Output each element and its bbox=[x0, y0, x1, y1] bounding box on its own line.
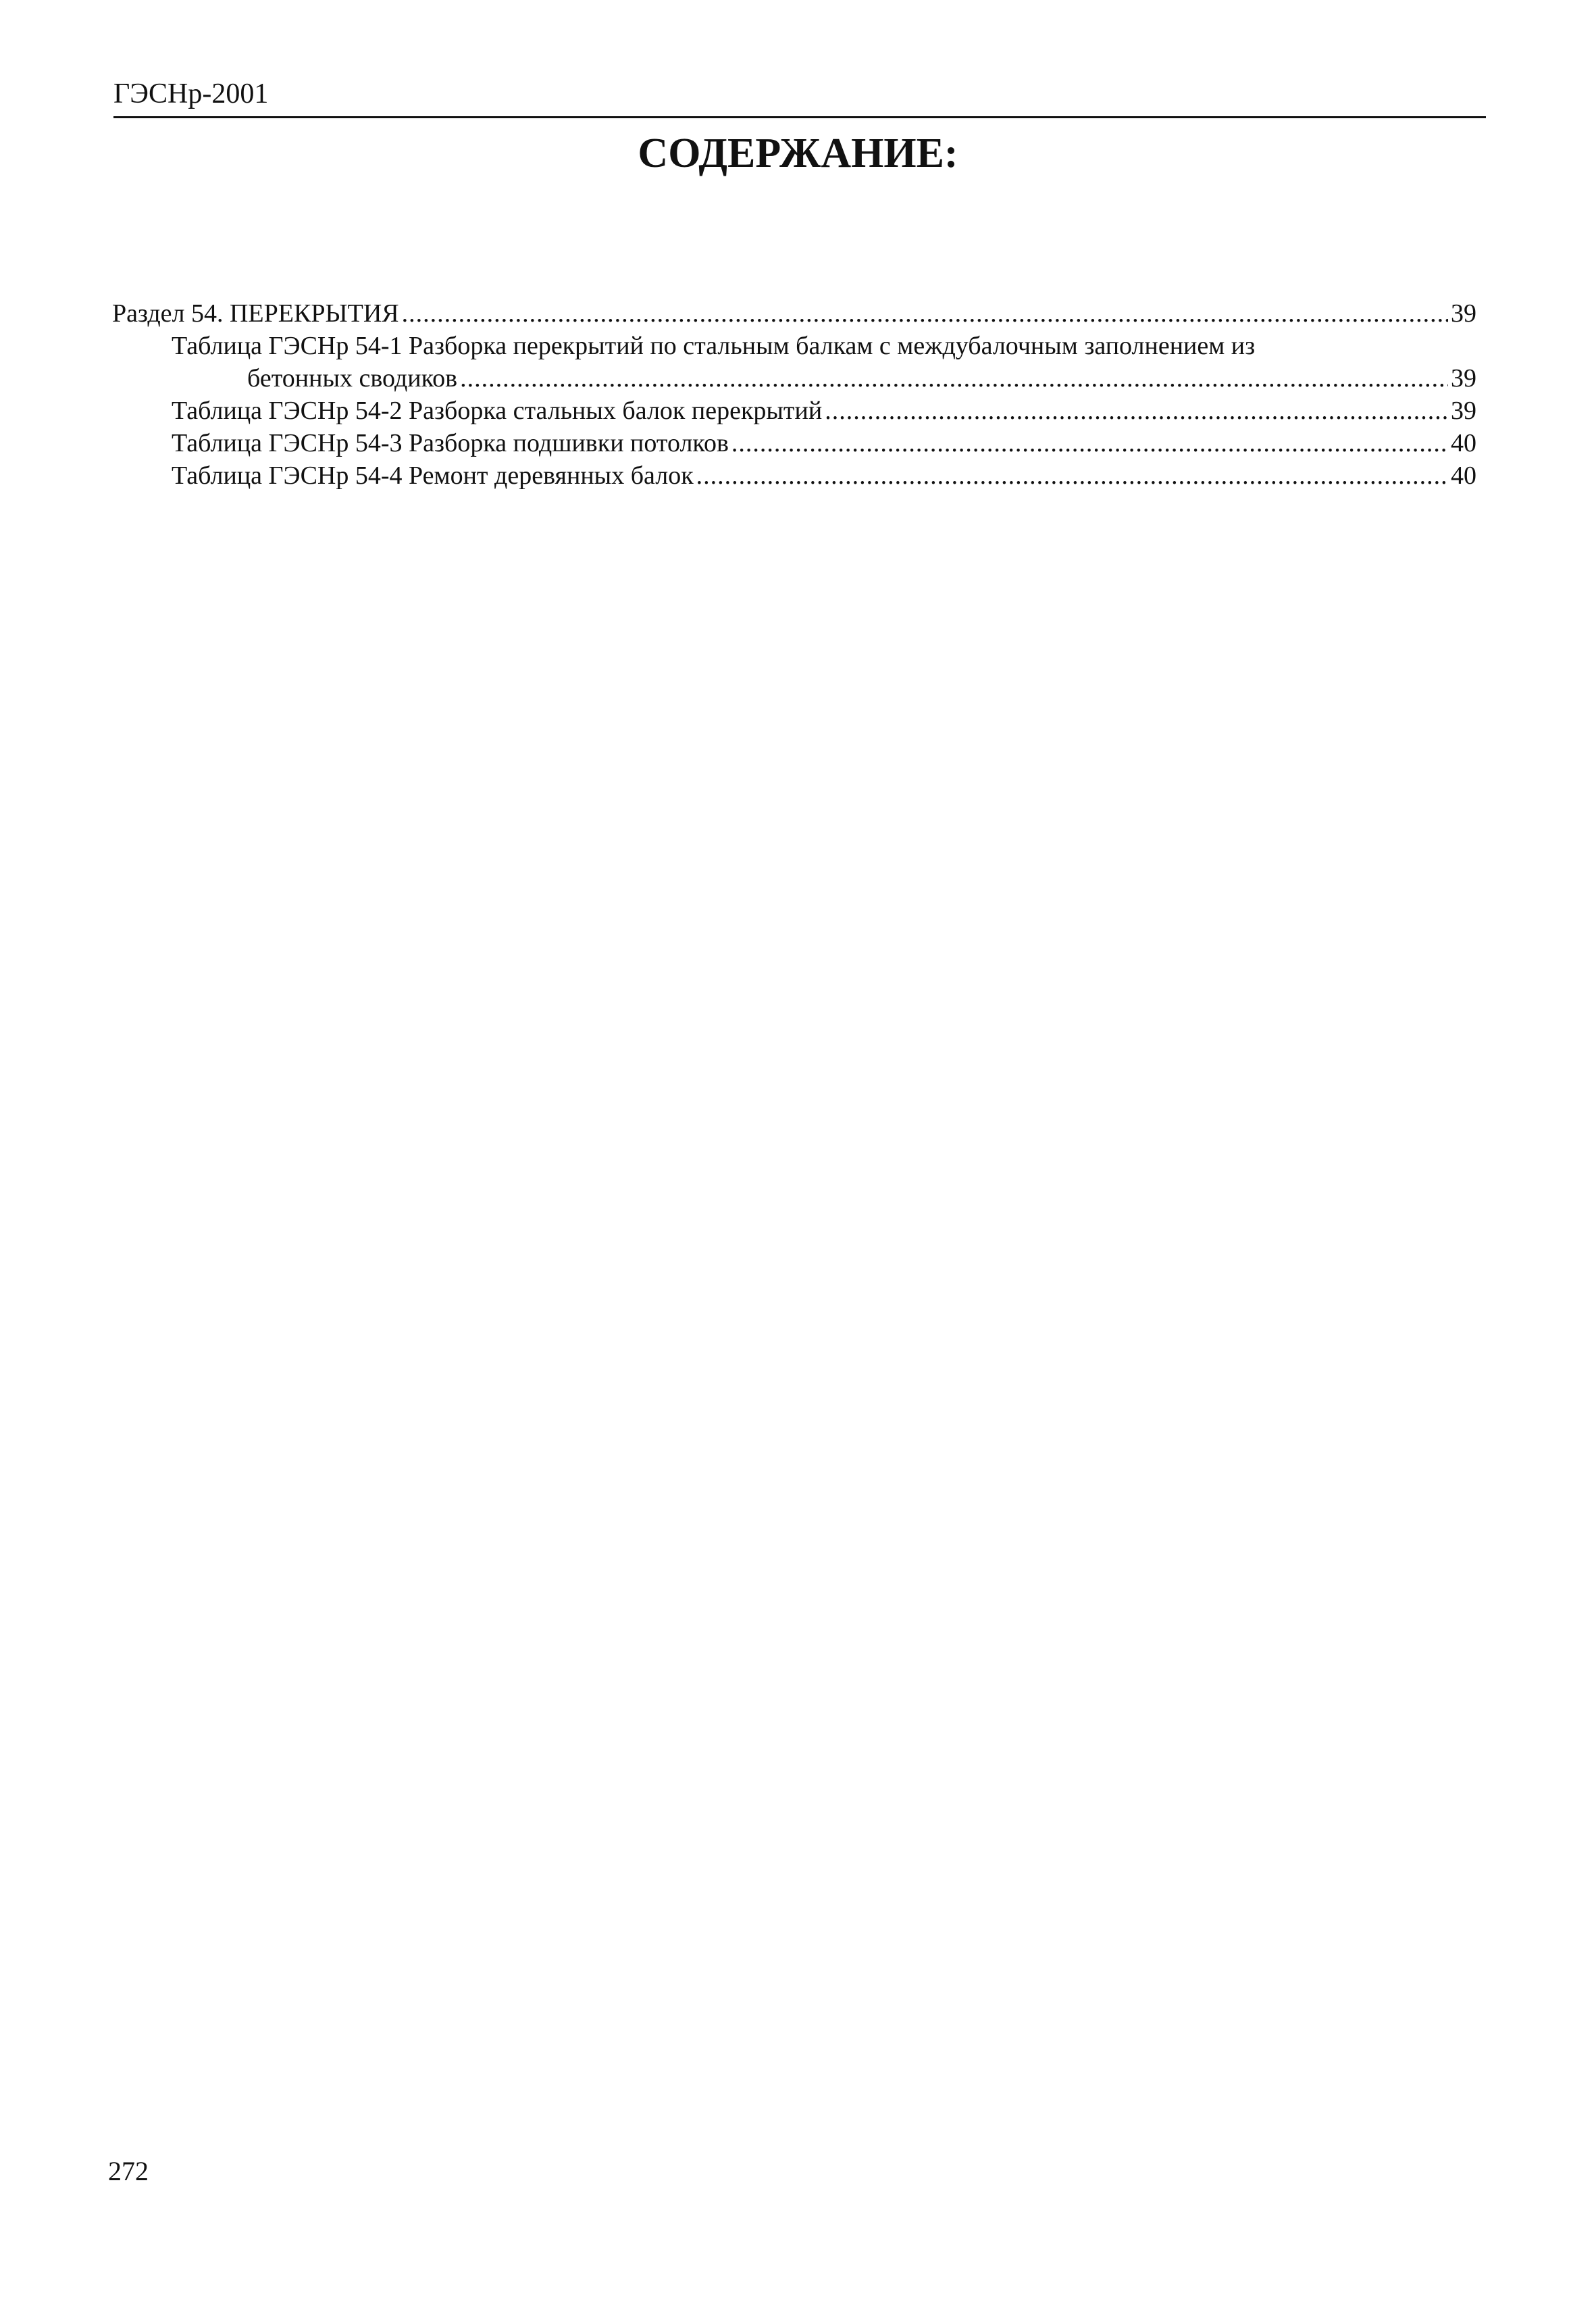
toc-entry-table-54-1[interactable]: Таблица ГЭСНр 54-1 Разборка перекрытий по стальным балкам с междубалочным заполнением из bbox=[172, 332, 1256, 360]
toc-entry-section-54[interactable] bbox=[112, 297, 1476, 330]
document-code: ГЭСНр-2001 bbox=[113, 78, 269, 109]
toc-dot-leader bbox=[460, 362, 1448, 395]
table-of-contents bbox=[112, 297, 1476, 492]
toc-entry-page: 40 bbox=[1451, 461, 1476, 490]
toc-entry-table-54-1-continuation[interactable] bbox=[112, 362, 1476, 395]
toc-dot-leader bbox=[825, 395, 1448, 427]
toc-entry-text: Раздел 54. ПЕРЕКРЫТИЯ bbox=[112, 299, 399, 328]
toc-entry-page: 39 bbox=[1451, 364, 1476, 393]
toc-entry-page: 40 bbox=[1451, 429, 1476, 457]
toc-entry-text: бетонных сводиков bbox=[247, 364, 458, 393]
toc-entry-text: Таблица ГЭСНр 54-4 Ремонт деревянных балок bbox=[172, 461, 694, 490]
page-number: 272 bbox=[108, 2156, 149, 2186]
toc-dot-leader bbox=[731, 427, 1448, 459]
page-title: СОДЕРЖАНИЕ: bbox=[638, 130, 958, 176]
toc-entry-table-54-3[interactable] bbox=[112, 427, 1476, 459]
header-rule bbox=[113, 116, 1486, 118]
toc-dot-leader bbox=[696, 459, 1448, 492]
toc-entry-table-54-4[interactable] bbox=[112, 459, 1476, 492]
toc-entry-table-54-2[interactable] bbox=[112, 395, 1476, 427]
toc-entry-text: Таблица ГЭСНр 54-3 Разборка подшивки потолков bbox=[172, 429, 729, 457]
toc-entry-page: 39 bbox=[1451, 397, 1476, 425]
toc-dot-leader bbox=[402, 297, 1448, 330]
toc-entry-page: 39 bbox=[1451, 299, 1476, 328]
toc-entry-text: Таблица ГЭСНр 54-2 Разборка стальных балок перекрытий bbox=[172, 397, 823, 425]
